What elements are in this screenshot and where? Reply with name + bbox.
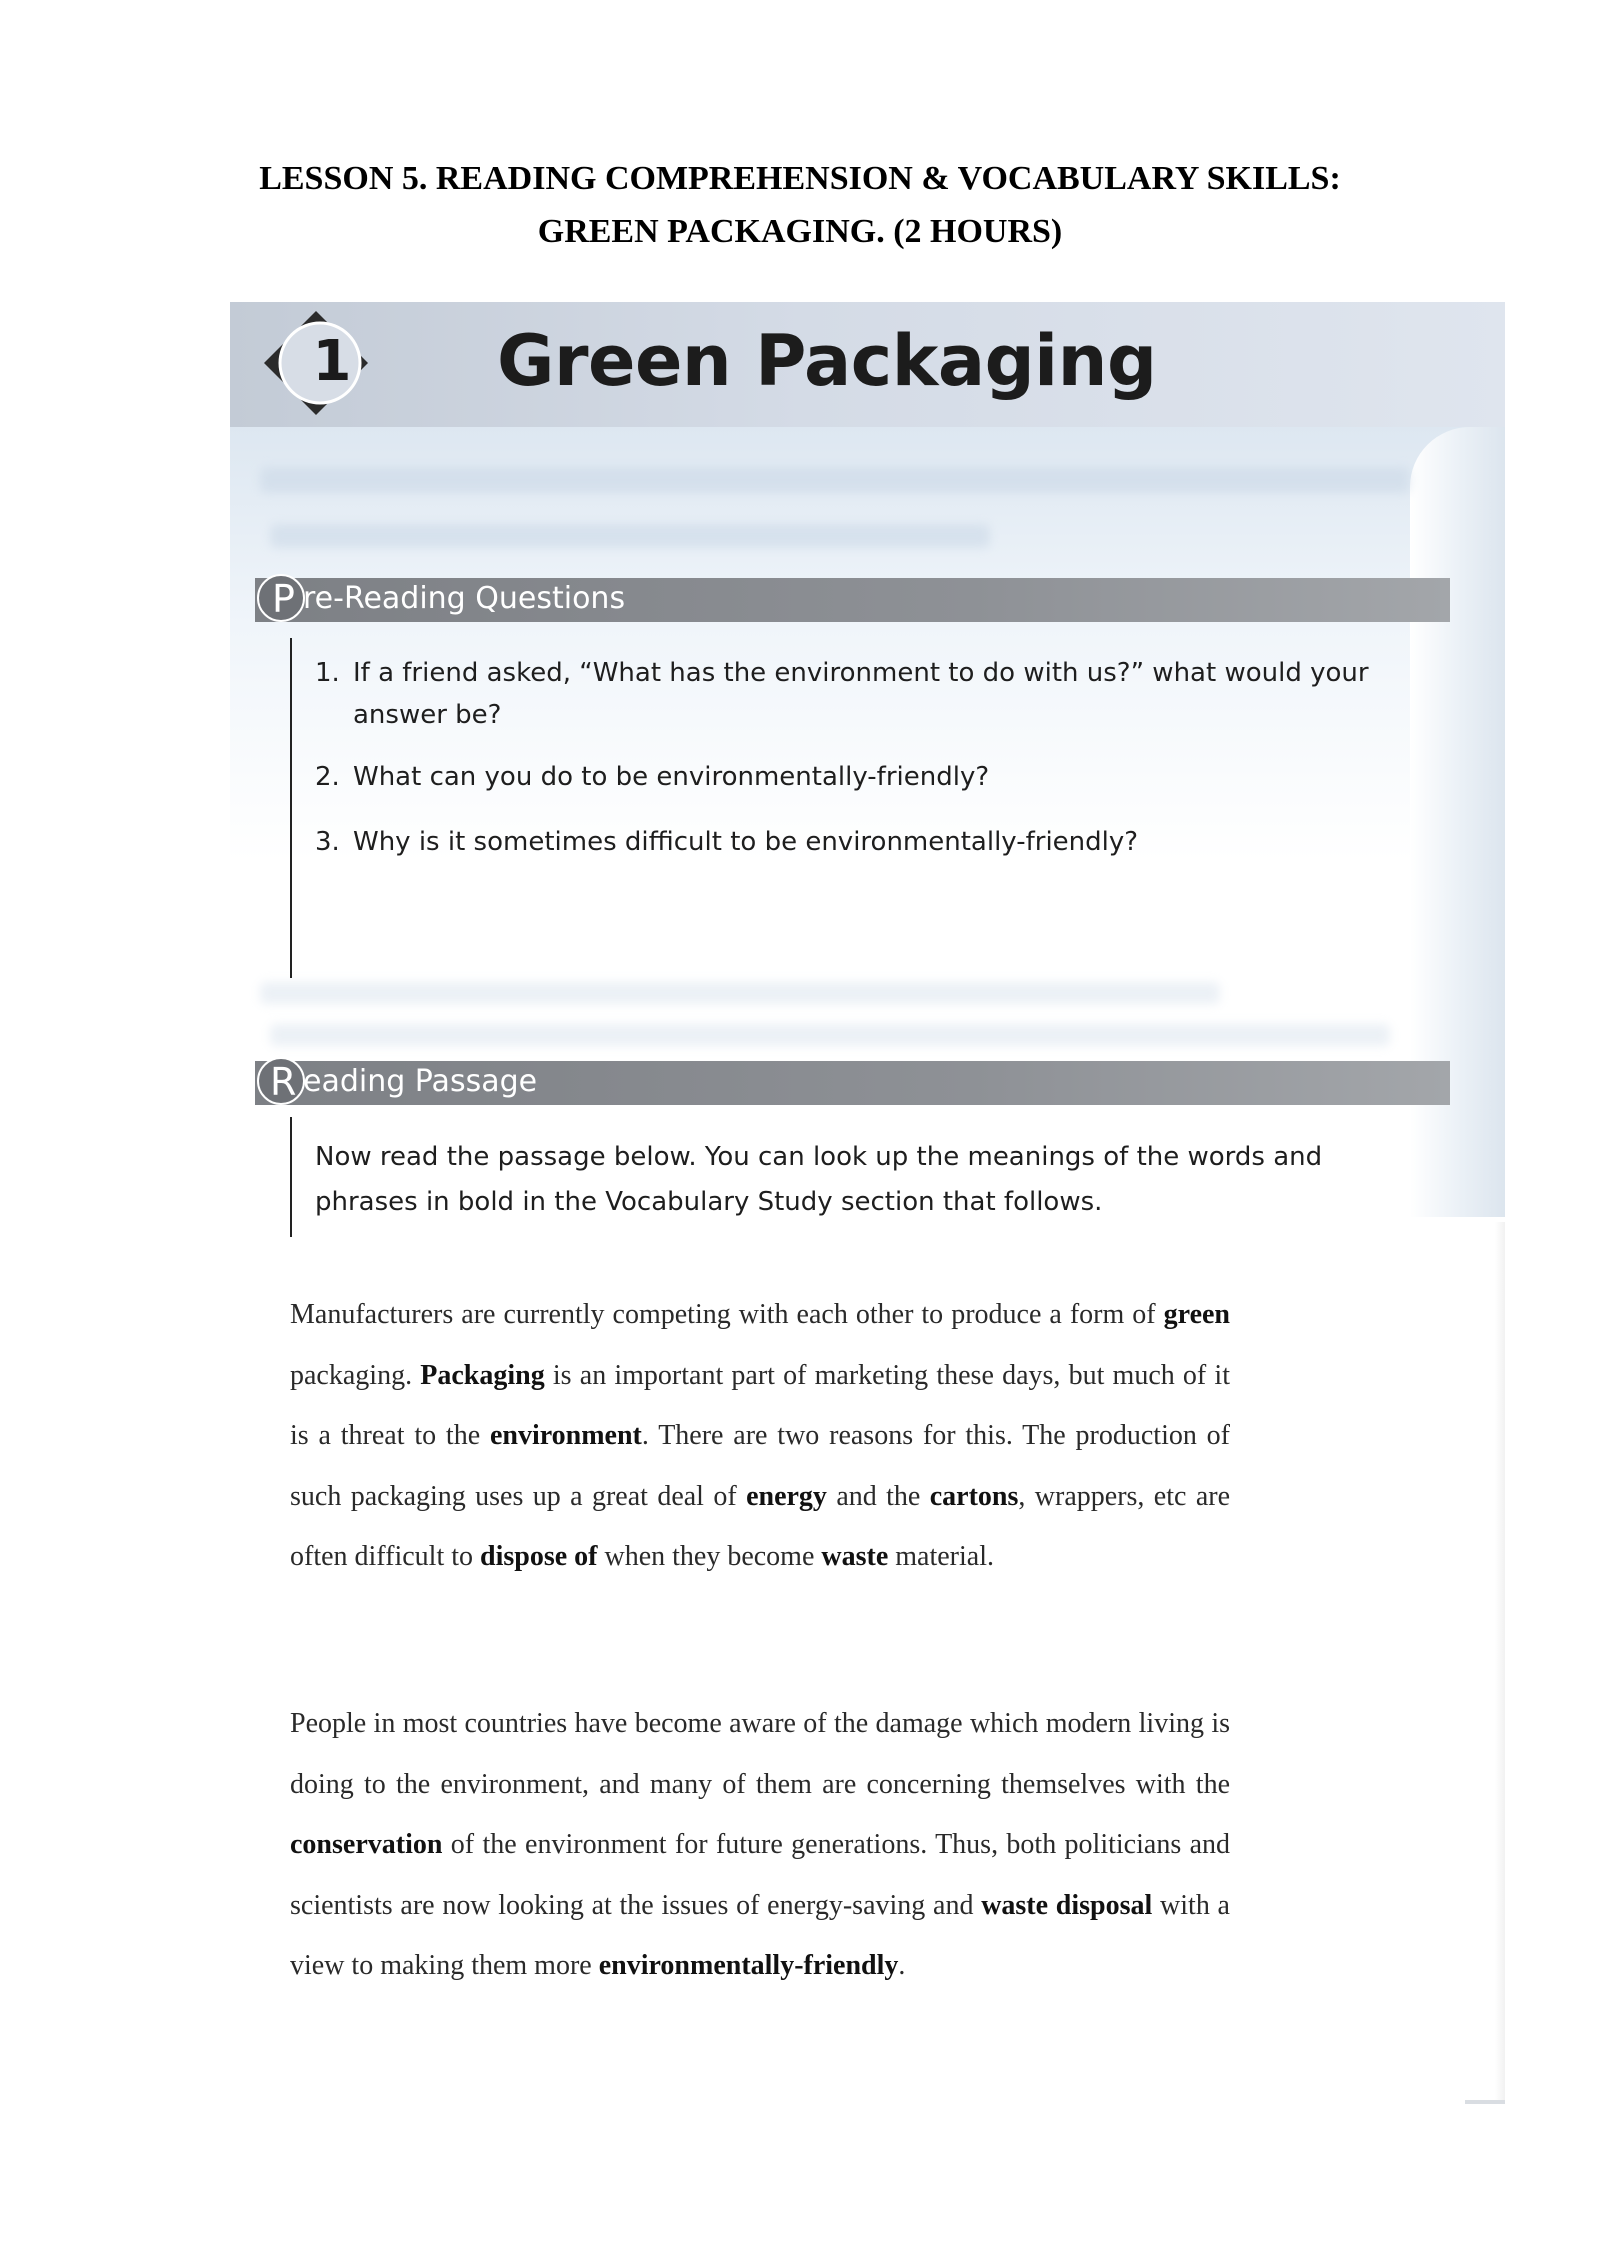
lesson-heading-line-2: GREEN PACKAGING. (2 HOURS) xyxy=(537,213,1063,250)
passage-text: material. xyxy=(888,1541,994,1572)
scan-edge xyxy=(1495,1222,1505,2102)
question-text: Why is it sometimes difficult to be environmentally-friendly? xyxy=(353,827,1139,857)
passage-text: Manufacturers are currently competing with each other to produce a form of xyxy=(290,1299,1164,1330)
pre-reading-section-bar xyxy=(255,578,1450,622)
vocabulary-term: environment xyxy=(489,1420,642,1451)
vocabulary-term: dispose of xyxy=(480,1541,598,1572)
vocabulary-term: waste disposal xyxy=(981,1889,1153,1921)
passage-text: of the environment for future generations. Thus, both politicians and scientists are now looking at the issues of energy-saving and xyxy=(290,1829,1230,1921)
section-cap-letter: P xyxy=(272,577,295,621)
passage-text: is an important part of marketing these days, but much of it is a threat to the xyxy=(290,1359,1230,1451)
unit-title: Green Packaging xyxy=(497,320,1157,402)
question-number: 2. xyxy=(315,762,340,792)
passage-text: . There are two reasons for this. The production of such packaging uses up a great deal of xyxy=(290,1420,1230,1512)
faded-text-strip xyxy=(260,982,1220,1004)
vocabulary-term: Packaging xyxy=(420,1359,545,1391)
passage-text: People in most countries have become aware of the damage which modern living is doing to the environment, and many of them are concerning themselves with the xyxy=(290,1708,1230,1800)
passage-paragraph-1 xyxy=(290,1285,1230,1588)
pre-reading-label: re-Reading Questions xyxy=(303,581,626,616)
unit-number: 1 xyxy=(312,329,352,394)
reading-rule xyxy=(290,1117,292,1237)
vocabulary-term: waste xyxy=(821,1541,889,1572)
unit-number-badge xyxy=(260,307,372,419)
scan-edge-mark xyxy=(1465,2100,1505,2104)
faded-text-strip xyxy=(260,467,1410,493)
question-text: What can you do to be environmentally-friendly? xyxy=(353,762,990,792)
question-item xyxy=(315,821,1405,863)
passage-text: with a view to making them more xyxy=(290,1889,1230,1981)
letter-cap-icon xyxy=(255,572,307,624)
passage-text: . xyxy=(898,1950,906,1981)
section-cap-r xyxy=(255,1055,307,1107)
reading-passage-section-bar xyxy=(255,1061,1450,1105)
question-text: If a friend asked, “What has the environment to do with us?” what would your answer be? xyxy=(353,658,1369,730)
pre-reading-rule xyxy=(290,638,292,978)
section-cap-letter: R xyxy=(270,1060,297,1104)
question-item xyxy=(315,652,1405,736)
faded-text-strip xyxy=(270,524,990,548)
vocabulary-term: conservation xyxy=(290,1829,443,1860)
lesson-heading xyxy=(0,152,1600,258)
question-item xyxy=(315,756,1405,798)
passage-text: , wrappers, etc are often difficult to xyxy=(290,1480,1231,1572)
section-cap-p xyxy=(255,572,307,624)
reading-passage-label: eading Passage xyxy=(303,1064,538,1099)
vocabulary-term: green xyxy=(1163,1299,1230,1330)
textbook-scan xyxy=(230,302,1505,2102)
passage-text: when they become xyxy=(597,1541,822,1572)
question-number: 1. xyxy=(315,658,340,688)
passage-paragraph-2 xyxy=(290,1694,1230,1997)
letter-cap-icon xyxy=(255,1055,307,1107)
vocabulary-term: cartons xyxy=(929,1480,1019,1512)
reading-instruction: Now read the passage below. You can look up the meanings of the words and phrases in bold in the Vocabulary Study section that follows. xyxy=(315,1142,1323,1217)
vocabulary-term: energy xyxy=(746,1480,827,1512)
lesson-heading-line-1: LESSON 5. READING COMPREHENSION & VOCABULARY SKILLS: xyxy=(259,160,1341,197)
question-number: 3. xyxy=(315,827,340,857)
vocabulary-term: environmentally-friendly xyxy=(598,1950,899,1981)
faded-text-strip xyxy=(270,1024,1390,1046)
passage-text: packaging. xyxy=(290,1359,421,1391)
passage-text: and the xyxy=(826,1480,930,1512)
